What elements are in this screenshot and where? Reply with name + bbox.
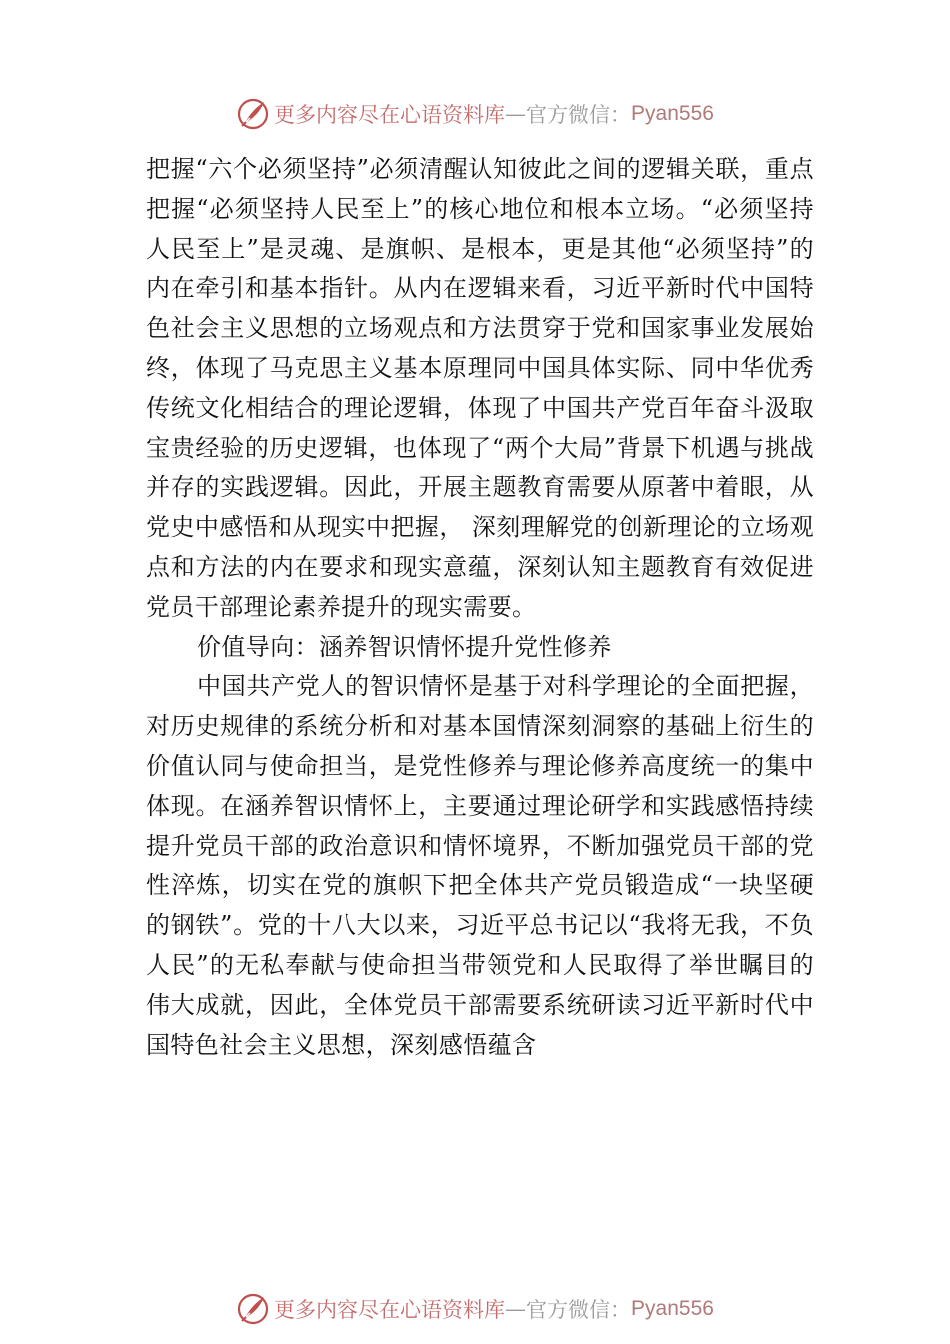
quill-pen-logo-icon	[236, 97, 270, 131]
quill-pen-logo-icon	[236, 1292, 270, 1326]
header-watermark	[0, 92, 950, 136]
watermark-dash: —	[505, 102, 527, 126]
watermark-wechat-label: 官方微信：	[526, 1298, 632, 1322]
section-heading: 价值导向：涵养智识情怀提升党性修养	[197, 632, 612, 661]
watermark-wechat-id: Pyan556	[631, 102, 714, 125]
watermark-wechat-label: 官方微信：	[526, 103, 632, 127]
watermark-brand: 更多内容尽在心语资料库	[274, 103, 506, 127]
footer-watermark	[0, 1287, 950, 1331]
paragraph-2: 中国共产党人的智识情怀是基于对科学理论的全面把握，对历史规律的系统分析和对基本国情深刻洞察的基础上衍生的价值认同与使命担当，是党性修养与理论修养高度统一的集中体现。在涵养智识情怀上，主要通过理论研学和实践感悟持续提升党员干部的政治意识和情怀境界，不断加强党员干部的党性淬炼，切实在党的旗帜下把全体共产党员锻造成“一块坚硬的钢铁”。党的十八大以来，习近平总书记以“我将无我，不负人民”的无私奉献与使命担当带领党和人民取得了举世瞩目的伟大成就，因此，全体党员干部需要系统研读习近平新时代中国特色社会主义思想，深刻感悟蕴含	[146, 672, 814, 1059]
watermark-dash: —	[505, 1297, 527, 1321]
watermark-brand: 更多内容尽在心语资料库	[274, 1298, 506, 1322]
watermark-wechat-id: Pyan556	[631, 1297, 714, 1320]
paragraph-1: 把握“六个必须坚持”必须清醒认知彼此之间的逻辑关联，重点把握“必须坚持人民至上”的核心地位和根本立场。“必须坚持人民至上”是灵魂、是旗帜、是根本，更是其他“必须坚持”的内在牵引和基本指针。从内在逻辑来看，习近平新时代中国特色社会主义思想的立场观点和方法贯穿于党和国家事业发展始终，体现了马克思主义基本原理同中国具体实际、同中华优秀传统文化相结合的理论逻辑，体现了中国共产党百年奋斗汲取宝贵经验的历史逻辑，也体现了“两个大局”背景下机遇与挑战并存的实践逻辑。因此，开展主题教育需要从原著中着眼，从党史中感悟和从现实中把握， 深刻理解党的创新理论的立场观点和方法的内在要求和现实意蕴，深刻认知主题教育有效促进党员干部理论素养提升的现实需要。	[146, 155, 814, 621]
document-body	[146, 150, 814, 1065]
